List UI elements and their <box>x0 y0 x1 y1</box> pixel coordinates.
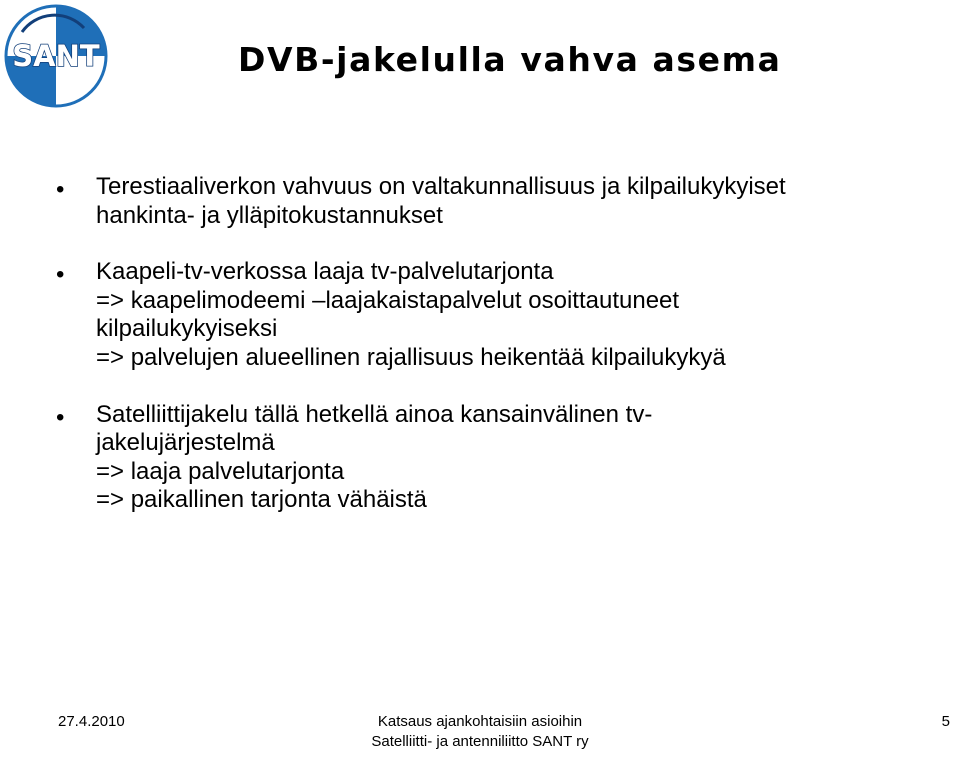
bullet-line: kilpailukykyiseksi <box>96 315 278 343</box>
bullet-list <box>56 173 956 543</box>
bullet-dot-icon: • <box>56 261 65 289</box>
bullet-line: hankinta- ja ylläpitokustannukset <box>96 201 443 229</box>
footer-center <box>330 712 630 752</box>
footer-organization: Satelliitti- ja antenniliitto SANT ry <box>371 733 589 750</box>
bullet-line: => kaapelimodeemi –laajakaistapalvelut osoittautuneet <box>96 286 680 314</box>
sant-logo <box>4 4 108 108</box>
bullet-line: jakelujärjestelmä <box>96 429 275 457</box>
footer-presentation-title: Katsaus ajankohtaisiin asioihin <box>377 713 583 730</box>
footer-date: 27.4.2010 <box>58 713 125 730</box>
bullet-item <box>56 173 956 230</box>
page-number: 5 <box>941 713 950 730</box>
bullet-line: => palvelujen alueellinen rajallisuus heikentää kilpailukykyä <box>96 343 726 371</box>
bullet-line: => paikallinen tarjonta vähäistä <box>96 486 427 514</box>
bullet-line: Satelliittijakelu tällä hetkellä ainoa kansainvälinen tv- <box>96 400 653 428</box>
bullet-line: Terestiaaliverkon vahvuus on valtakunnallisuus ja kilpailukykyiset <box>96 173 786 200</box>
bullet-item <box>56 258 956 372</box>
bullet-line: => laaja palvelutarjonta <box>96 457 345 485</box>
slide-title: DVB-jakelulla vahva asema <box>238 40 782 79</box>
bullet-item <box>56 401 956 515</box>
logo-text: SANT <box>12 39 100 73</box>
bullet-dot-icon: • <box>56 176 65 203</box>
bullet-dot-icon: • <box>56 403 65 431</box>
bullet-line: Kaapeli-tv-verkossa laaja tv-palvelutarjonta <box>96 258 554 286</box>
